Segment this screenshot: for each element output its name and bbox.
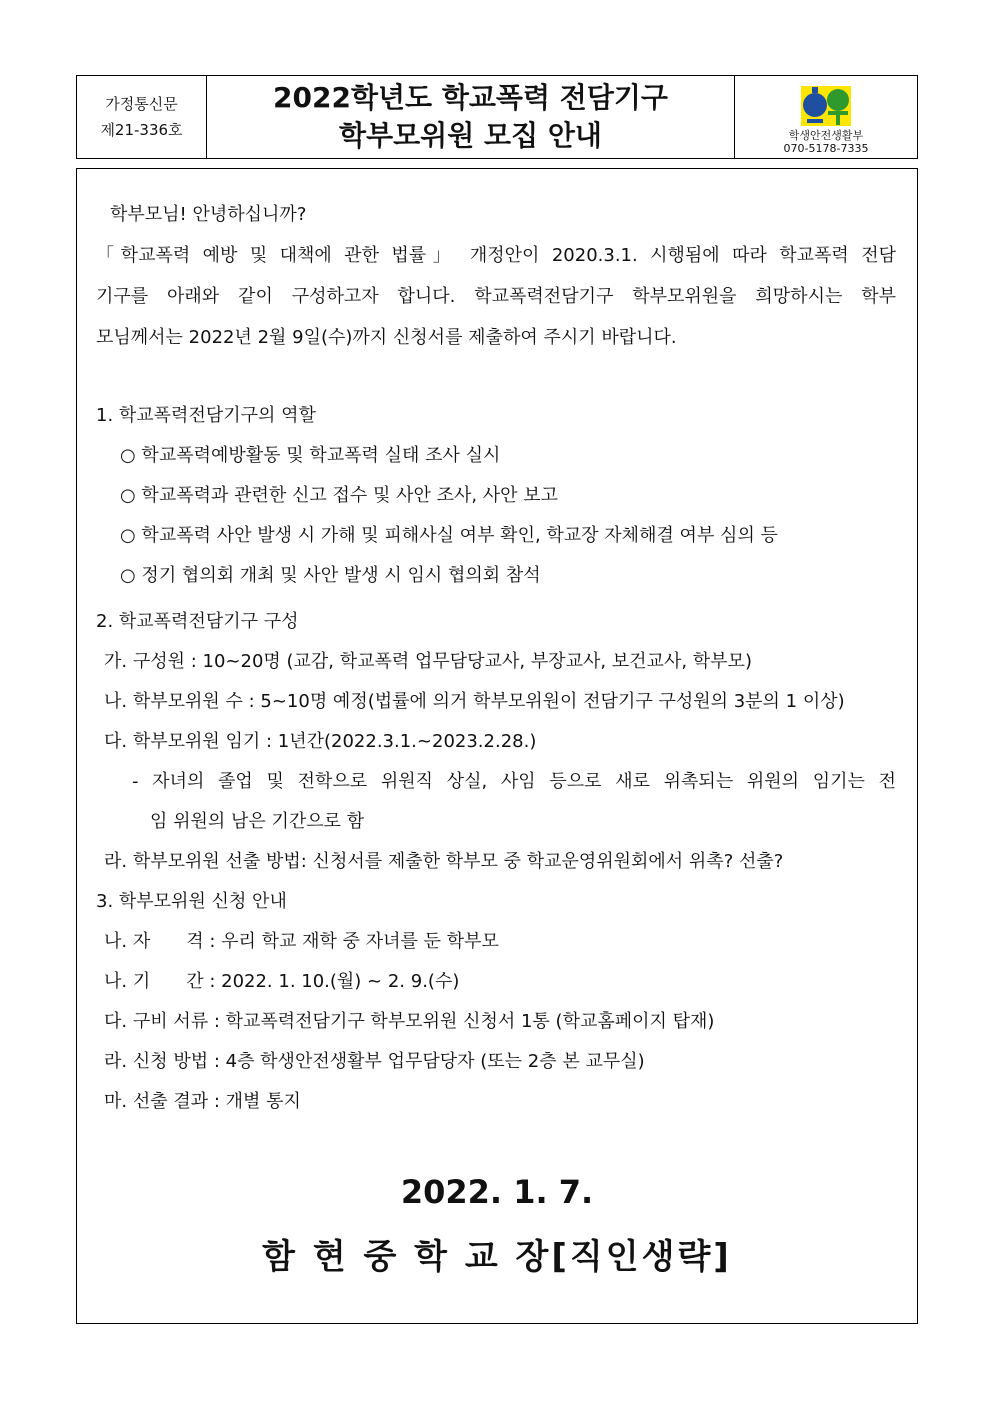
notice-type: 가정통신문 [105,95,178,113]
department-phone: 070-5178-7335 [783,142,869,155]
department-box [735,76,917,158]
section-1-item: ○ 정기 협의회 개최 및 사안 발생 시 임시 협의회 참석 [120,565,541,586]
notice-number-box [77,76,207,158]
section-2-term-note: - 자녀의 졸업 및 전학으로 위원직 상실, 사임 등으로 새로 위촉되는 위원의 임기는 전 [132,771,896,792]
section-1-item: ○ 학교폭력 사안 발생 시 가해 및 피해사실 여부 확인, 학교장 자체해결 여부 심의 등 [120,525,778,546]
department-name: 학생안전생활부 [788,129,864,142]
section-1-title: 1. 학교폭력전담기구의 역할 [96,405,316,426]
section-1-item: ○ 학교폭력예방활동 및 학교폭력 실태 조사 실시 [120,445,501,466]
section-3-item: 다. 구비 서류 : 학교폭력전담기구 학부모위원 신청서 1통 (학교홈페이지 탑재) [104,1011,715,1032]
intro-line-3: 모님께서는 2022년 2월 9일(수)까지 신청서를 제출하여 주시기 바랍니다. [96,327,677,348]
section-2-term-note-cont: 임 위원의 남은 기간으로 함 [150,811,365,832]
spacer [96,358,896,396]
school-logo-icon [798,83,854,129]
document-body [76,168,918,1324]
issue-date: 2022. 1. 7. [400,1173,594,1211]
section-3-title: 3. 학부모위원 신청 안내 [96,891,287,912]
greeting: 학부모님! 안녕하십니까? [110,204,307,225]
section-2-term: 다. 학부모위원 임기 : 1년간(2022.3.1.~2023.2.28.) [104,731,537,752]
section-2-selection: 라. 학부모위원 선출 방법: 신청서를 제출한 학부모 중 학교운영위원회에서 위촉? 선출? [104,851,784,872]
section-2-members: 가. 구성원 : 10~20명 (교감, 학교폭력 업무담당교사, 부장교사, 보건교사, 학부모) [104,651,752,672]
title-line-2: 학부모위원 모집 안내 [339,119,602,152]
section-2-title: 2. 학교폭력전담기구 구성 [96,611,299,632]
document-title [207,76,735,158]
intro-line-1: 「학교폭력 예방 및 대책에 관한 법률」 개정안이 2020.3.1. 시행됨에 따라 학교폭력 전담 [96,245,896,266]
document-header [76,75,918,159]
section-1-item: ○ 학교폭력과 관련한 신고 접수 및 사안 조사, 사안 보고 [120,485,559,506]
body-content [96,195,896,1122]
section-3-item: 마. 선출 결과 : 개별 통지 [104,1091,301,1112]
section-3-item: 나. 자 격 : 우리 학교 재학 중 자녀를 둔 학부모 [104,931,499,952]
principal-signature: 함 현 중 학 교 장[직인생략] [262,1237,732,1277]
section-2-parent-count: 나. 학부모위원 수 : 5~10명 예정(법률에 의거 학부모위원이 전담기구 구성원의 3분의 1 이상) [104,691,845,712]
notice-number: 제21-336호 [100,121,183,139]
section-3-item: 라. 신청 방법 : 4층 학생안전생활부 업무담당자 (또는 2층 본 교무실) [104,1051,645,1072]
intro-line-2: 기구를 아래와 같이 구성하고자 합니다. 학교폭력전담기구 학부모위원을 희망하시는 학부 [96,286,896,307]
section-3-item: 나. 기 간 : 2022. 1. 10.(월) ~ 2. 9.(수) [104,971,460,992]
title-line-1: 2022학년도 학교폭력 전담기구 [273,81,668,114]
